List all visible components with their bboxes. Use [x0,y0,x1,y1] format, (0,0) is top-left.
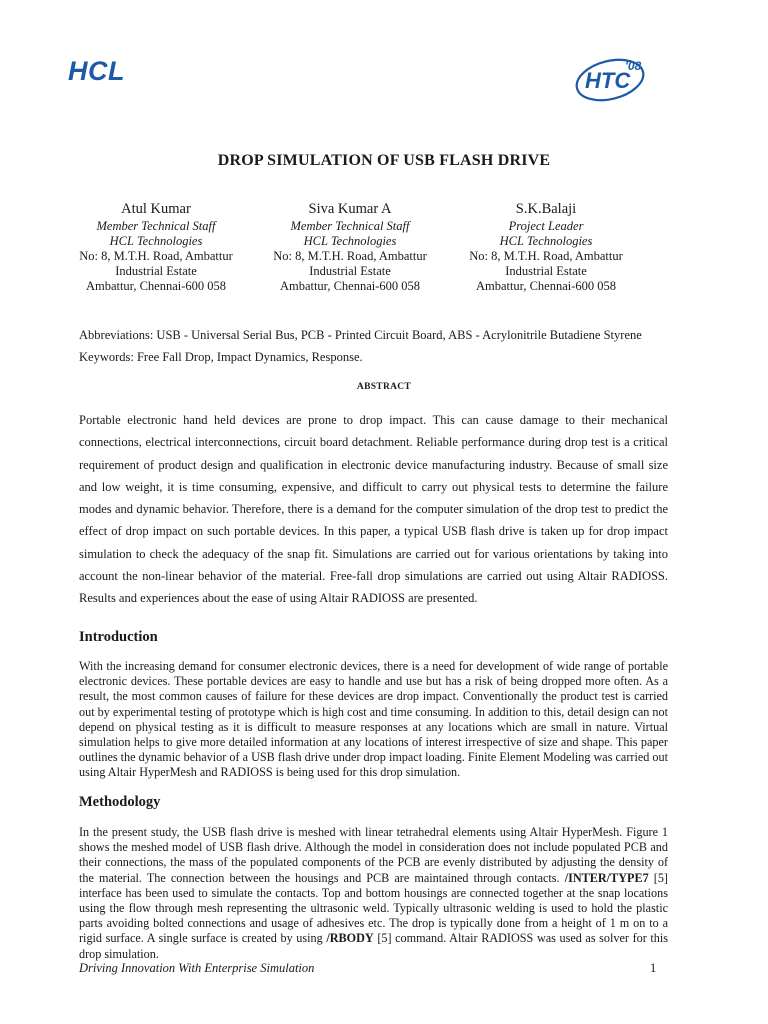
author-name: S.K.Balaji [515,201,577,217]
abstract-heading: ABSTRACT [356,382,412,392]
author-name: Siva Kumar A [308,201,392,217]
methodology-heading: Methodology [79,794,161,810]
htc-08-logo [565,50,665,106]
paper-title: DROP SIMULATION OF USB FLASH DRIVE [217,152,551,169]
htc-logo-text: HTC [585,68,631,93]
author-block-1 [61,200,251,294]
author-address-line1: No: 8, M.T.H. Road, Ambattur [273,249,427,263]
author-org: HCL Technologies [499,234,593,248]
author-block-2 [255,200,445,294]
htc-logo-year: '08 [625,59,642,73]
methodology-keyword-inter-type7: /INTER/TYPE7 [564,870,649,885]
author-role: Member Technical Staff [290,219,410,233]
author-address-line2: Industrial Estate [505,264,587,278]
author-role: Member Technical Staff [96,219,216,233]
author-block-3 [451,200,641,294]
footer-tagline: Driving Innovation With Enterprise Simulation [79,961,315,975]
author-org: HCL Technologies [303,234,397,248]
author-address-line3: Ambattur, Chennai-600 058 [279,279,421,293]
keywords-line: Keywords: Free Fall Drop, Impact Dynamics, Response. [79,350,363,364]
author-org: HCL Technologies [109,234,203,248]
methodology-text [79,825,668,962]
abstract-text: Portable electronic hand held devices are prone to drop impact. This can cause damage to their mechanical connections, electrical interconnections, circuit board detachment. Reliable performance during drop test is a critical requirement of product design and qualification in electronic device manufacturing industry. Because of small size and low weight, it is time consuming, expensive, and difficult to carry out physical tests to determine the failure modes and dynamic behavior. Therefore, there is a demand for the computer simulation of the drop test to predict the effect of drop impact on such portable devices. In this paper, a typical USB flash drive is taken up for drop impact simulation to check the adequacy of the snap fit. Simulations are carried out for various orientations by taking into account the non-linear behavior of the material. Free-fall drop simulations are carried out using Altair RADIOSS. Results and experiences about the ease of using Altair RADIOSS are presented. [79,413,668,606]
author-address-line3: Ambattur, Chennai-600 058 [85,279,227,293]
methodology-keyword-rbody: /RBODY [326,931,374,946]
methodology-text-part3: [5] command. Altair RADIOSS was used as solver for this drop simulation. [79,931,668,961]
author-address-line2: Industrial Estate [309,264,391,278]
introduction-text: With the increasing demand for consumer electronic devices, there is a need for development of wide range of portable electronic devices. These portable devices are easy to handle and use but has a risk of being dropped more often. As a result, the most common causes of failure for these devices are drop impact. Conventionally the product test is carried out by experimental testing of prototype which is high cost and time consuming. In addition to this, detail design can not depend on physical testing as it is difficult to measure responses at any locations which are small in nature. Virtual simulation helps to give more detailed information at any locations of interest irrespective of size and shape. This paper outlines the dynamic behavior of a USB flash drive under drop impact loading. Finite Element Modeling was carried out using Altair HyperMesh and RADIOSS is being used for this drop simulation. [79,659,668,780]
page-number: 1 [650,961,657,975]
author-address-line3: Ambattur, Chennai-600 058 [475,279,617,293]
author-address-line2: Industrial Estate [115,264,197,278]
author-role: Project Leader [508,219,584,233]
author-name: Atul Kumar [121,201,191,217]
abbreviations-line: Abbreviations: USB - Universal Serial Bus, PCB - Printed Circuit Board, ABS - Acrylonitrile Butadiene Styrene [79,328,642,342]
methodology-text-part1: In the present study, the USB flash drive is meshed with linear tetrahedral elements using Altair HyperMesh. Figure 1 shows the meshed model of USB flash drive. Although the model in consideration does not include populated PCB and their connections, the mass of the populated components of the PCB are evenly distributed by adjusting the density of the material. The connection between the housings and PCB are maintained through contacts. [79,825,668,885]
author-address-line1: No: 8, M.T.H. Road, Ambattur [79,249,233,263]
author-address-line1: No: 8, M.T.H. Road, Ambattur [469,249,623,263]
hcl-logo: HCL [68,56,125,86]
introduction-heading: Introduction [79,629,158,645]
methodology-text-part2: [5] interface has been used to simulate the contacts. Top and bottom housings are connected together at the snap locations using the flow through mesh representing the ultrasonic weld. Typically ultrasonic welding is used to hold the plastic parts avoiding bolted connections and usage of adhesives etc. The drop is typically done from a height of 1 m on to a rigid surface. A single surface is created by using [79,870,668,946]
